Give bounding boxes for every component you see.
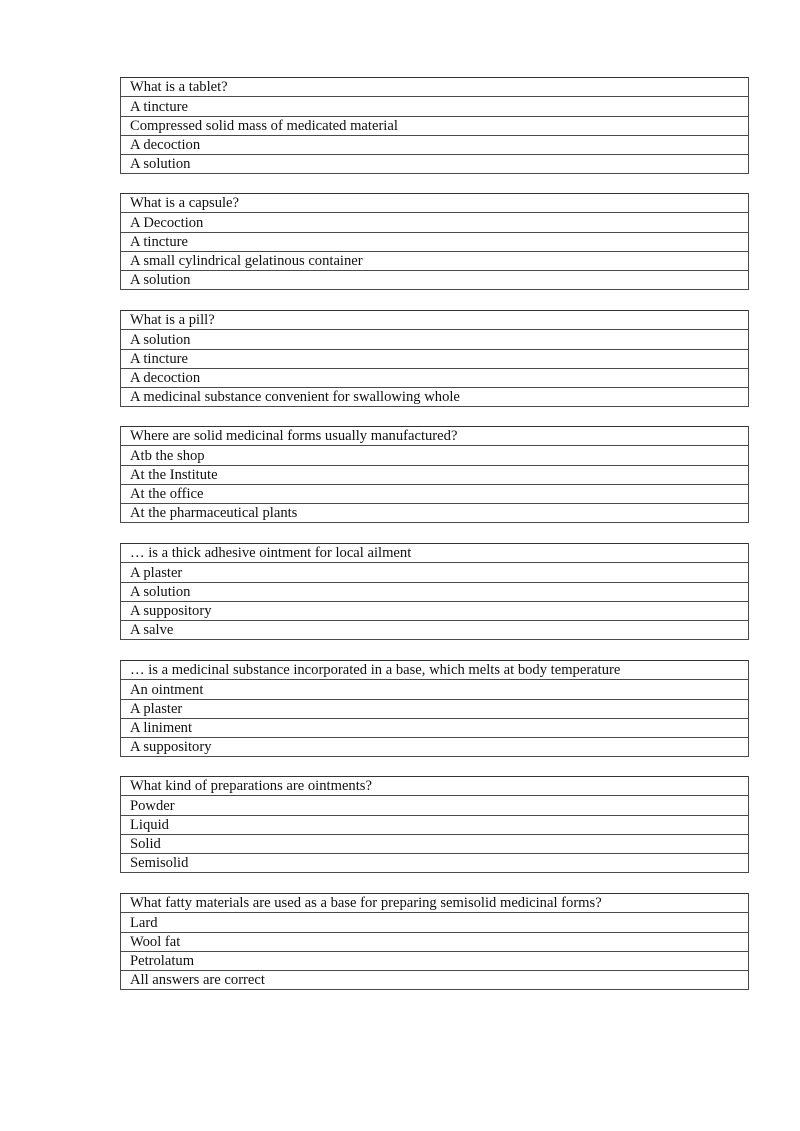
answer-option: A salve [121,621,749,640]
answer-option: Solid [121,834,749,853]
answer-option: Powder [121,796,749,815]
question-text: What kind of preparations are ointments? [121,777,749,796]
question-text: Where are solid medicinal forms usually manufactured? [121,427,749,446]
answer-option: A plaster [121,563,749,582]
answer-option: A suppository [121,601,749,620]
answer-option: A solution [121,582,749,601]
answer-option: Liquid [121,815,749,834]
answer-option: At the pharmaceutical plants [121,504,749,523]
question-block-1 [120,77,749,174]
question-text: … is a medicinal substance incorporated in a base, which melts at body temperature [121,661,749,680]
answer-option: A tincture [121,232,749,251]
question-text: What is a capsule? [121,194,749,213]
answer-option: A tincture [121,349,749,368]
question-block-6 [120,660,749,757]
answer-option: A liniment [121,718,749,737]
answer-option: Wool fat [121,932,749,951]
answer-option: At the Institute [121,465,749,484]
answer-option: A small cylindrical gelatinous container [121,251,749,270]
answer-option: Semisolid [121,854,749,873]
answer-option: An ointment [121,680,749,699]
question-block-8 [120,893,749,990]
question-block-2 [120,193,749,290]
answer-option: Lard [121,913,749,932]
question-block-4 [120,426,749,523]
question-text: … is a thick adhesive ointment for local ailment [121,544,749,563]
question-block-7 [120,776,749,873]
question-block-5 [120,543,749,640]
answer-option: All answers are correct [121,971,749,990]
answer-option: A Decoction [121,213,749,232]
answer-option: A plaster [121,699,749,718]
answer-option: A solution [121,330,749,349]
answer-option: A suppository [121,738,749,757]
answer-option: A decoction [121,135,749,154]
answer-option: A medicinal substance convenient for swallowing whole [121,388,749,407]
question-text: What is a pill? [121,311,749,330]
answer-option: A solution [121,155,749,174]
answer-option: A solution [121,271,749,290]
answer-option: A tincture [121,97,749,116]
question-text: What fatty materials are used as a base for preparing semisolid medicinal forms? [121,894,749,913]
answer-option: A decoction [121,368,749,387]
answer-option: At the office [121,484,749,503]
question-block-3 [120,310,749,407]
answer-option: Petrolatum [121,951,749,970]
answer-option: Atb the shop [121,446,749,465]
question-text: What is a tablet? [121,78,749,97]
answer-option: Compressed solid mass of medicated material [121,116,749,135]
